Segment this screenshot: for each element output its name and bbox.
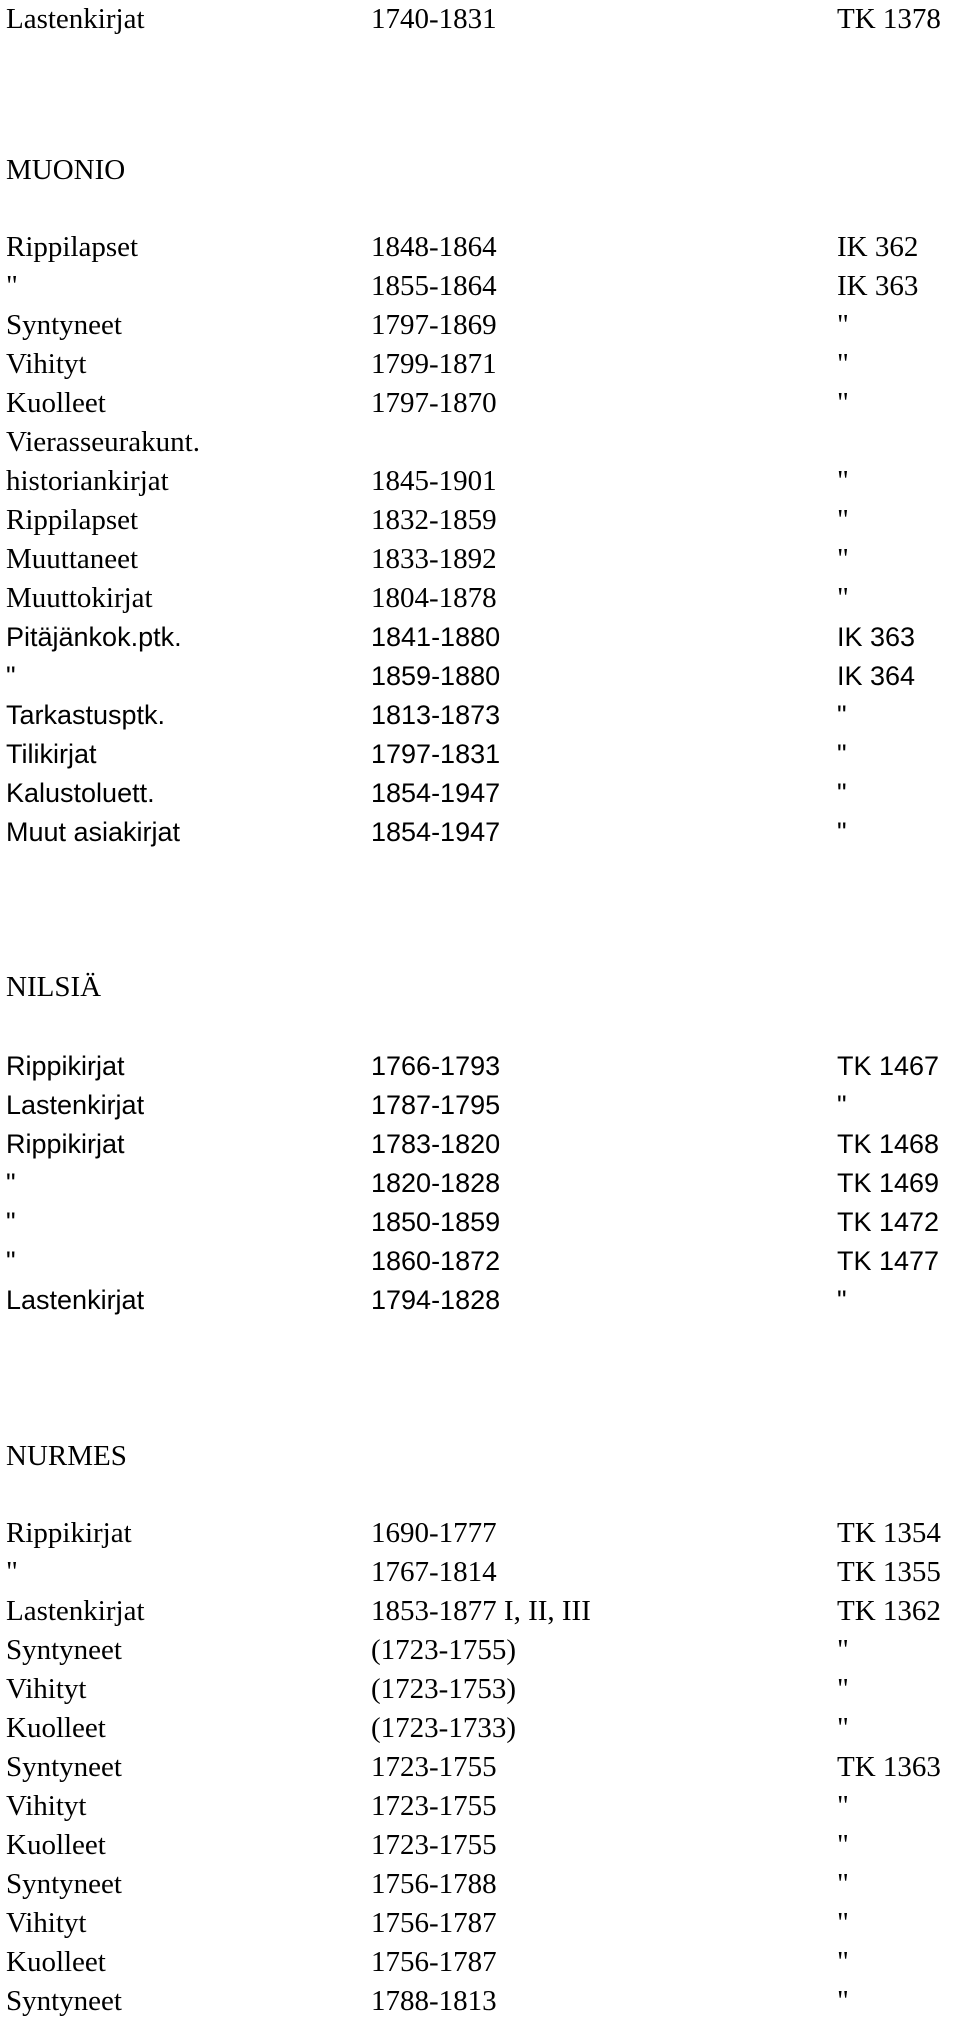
record-title: Rippilapset [6, 504, 139, 536]
record-years: 1833-1892 [371, 543, 497, 575]
record-title: " [6, 270, 18, 302]
record-title: Kuolleet [6, 1946, 106, 1978]
record-years: 1860-1872 [371, 1246, 501, 1276]
record-years: 1794-1828 [371, 1285, 501, 1315]
record-row [0, 462, 960, 500]
record-title: Lastenkirjat [6, 1090, 145, 1120]
record-title: Syntyneet [6, 1985, 122, 2017]
record-years: 1799-1871 [371, 348, 497, 380]
record-title: Vihityt [6, 1673, 87, 1705]
record-title: Muuttaneet [6, 543, 139, 575]
record-row [0, 1709, 960, 1747]
record-years: 1723-1755 [371, 1829, 497, 1861]
record-archive-code: " [837, 309, 849, 341]
record-archive-code: " [837, 1829, 849, 1861]
record-years: 1845-1901 [371, 465, 497, 497]
record-row [0, 579, 960, 617]
record-row [0, 1904, 960, 1942]
record-archive-code: " [837, 465, 849, 497]
record-archive-code: " [837, 348, 849, 380]
record-title: Rippilapset [6, 231, 139, 263]
record-title: Tilikirjat [6, 739, 97, 769]
record-archive-code: " [837, 1985, 849, 2017]
record-archive-code: TK 1467 [837, 1051, 940, 1081]
record-row [0, 1281, 960, 1319]
record-years: 1788-1813 [371, 1985, 497, 2017]
record-archive-code: TK 1477 [837, 1246, 940, 1276]
record-archive-code: IK 362 [837, 231, 919, 263]
record-years: 1832-1859 [371, 504, 497, 536]
record-title: Kalustoluett. [6, 778, 155, 808]
record-row [0, 1047, 960, 1085]
record-title: Rippikirjat [6, 1517, 132, 1549]
record-archive-code: " [837, 1285, 847, 1315]
record-years: 1787-1795 [371, 1090, 501, 1120]
record-row [0, 1164, 960, 1202]
record-row [0, 1787, 960, 1825]
record-archive-code: IK 363 [837, 270, 919, 302]
record-title: Vihityt [6, 1907, 87, 1939]
record-row [0, 501, 960, 539]
record-title: " [6, 1246, 16, 1276]
record-archive-code: " [837, 1946, 849, 1978]
record-title: Lastenkirjat [6, 3, 145, 35]
record-title: Syntyneet [6, 1868, 122, 1900]
record-archive-code: " [837, 387, 849, 419]
record-title: Tarkastusptk. [6, 700, 166, 730]
record-archive-code: TK 1354 [837, 1517, 941, 1549]
record-years: 1797-1870 [371, 387, 497, 419]
record-title: Kuolleet [6, 387, 106, 419]
record-archive-code: " [837, 778, 847, 808]
record-title: Pitäjänkok.ptk. [6, 622, 182, 652]
record-row [0, 618, 960, 656]
record-row [0, 1943, 960, 1981]
record-title: Rippikirjat [6, 1051, 125, 1081]
record-title: Syntyneet [6, 1634, 122, 1666]
record-title: Rippikirjat [6, 1129, 125, 1159]
record-years: (1723-1753) [371, 1673, 516, 1705]
record-years: 1850-1859 [371, 1207, 501, 1237]
record-title: Lastenkirjat [6, 1285, 145, 1315]
record-title: historiankirjat [6, 465, 169, 497]
record-title: Lastenkirjat [6, 1595, 145, 1627]
record-archive-code: " [837, 543, 849, 575]
record-title: Vihityt [6, 348, 87, 380]
record-row [0, 423, 960, 461]
record-years: 1783-1820 [371, 1129, 501, 1159]
record-archive-code: TK 1469 [837, 1168, 940, 1198]
record-archive-code: IK 363 [837, 622, 916, 652]
record-row [0, 1670, 960, 1708]
record-row [0, 696, 960, 734]
record-row [0, 0, 960, 38]
record-archive-code: " [837, 1712, 849, 1744]
record-row [0, 1748, 960, 1786]
record-row [0, 1826, 960, 1864]
record-row [0, 1203, 960, 1241]
record-years: 1767-1814 [371, 1556, 497, 1588]
record-row [0, 384, 960, 422]
record-title: " [6, 1556, 18, 1588]
record-years: 1723-1755 [371, 1751, 497, 1783]
record-row [0, 1553, 960, 1591]
record-archive-code: TK 1362 [837, 1595, 941, 1627]
record-archive-code: " [837, 817, 847, 847]
record-row [0, 1982, 960, 2020]
record-archive-code: IK 364 [837, 661, 916, 691]
record-archive-code: " [837, 1868, 849, 1900]
record-years: 1854-1947 [371, 778, 501, 808]
record-years: 1756-1787 [371, 1946, 497, 1978]
record-archive-code: TK 1468 [837, 1129, 940, 1159]
record-years: (1723-1733) [371, 1712, 516, 1744]
record-title: " [6, 1207, 16, 1237]
record-years: 1690-1777 [371, 1517, 497, 1549]
record-archive-code: " [837, 504, 849, 536]
record-row [0, 1086, 960, 1124]
record-archive-code: " [837, 1907, 849, 1939]
record-archive-code: " [837, 1790, 849, 1822]
record-title: Syntyneet [6, 1751, 122, 1783]
record-row [0, 540, 960, 578]
record-row [0, 306, 960, 344]
record-title: Muuttokirjat [6, 582, 153, 614]
record-years: 1797-1831 [371, 739, 501, 769]
record-row [0, 1514, 960, 1552]
record-years: 1766-1793 [371, 1051, 501, 1081]
record-years: 1797-1869 [371, 309, 497, 341]
record-archive-code: TK 1363 [837, 1751, 941, 1783]
record-years: 1756-1787 [371, 1907, 497, 1939]
section-heading-muonio: MUONIO [6, 154, 126, 186]
record-row [0, 1125, 960, 1163]
record-row [0, 345, 960, 383]
record-archive-code: " [837, 700, 847, 730]
record-row [0, 228, 960, 266]
record-row [0, 1592, 960, 1630]
record-years: 1813-1873 [371, 700, 501, 730]
record-title: Muut asiakirjat [6, 817, 181, 847]
record-archive-code: TK 1355 [837, 1556, 941, 1588]
record-title: Kuolleet [6, 1829, 106, 1861]
record-title: Kuolleet [6, 1712, 106, 1744]
record-title: Vierasseurakunt. [6, 426, 200, 458]
record-row [0, 735, 960, 773]
record-row [0, 1631, 960, 1669]
record-archive-code: TK 1378 [837, 3, 941, 35]
record-row [0, 774, 960, 812]
record-years: 1859-1880 [371, 661, 501, 691]
record-row [0, 657, 960, 695]
record-title: Syntyneet [6, 309, 122, 341]
record-archive-code: TK 1472 [837, 1207, 940, 1237]
record-row [0, 1242, 960, 1280]
record-archive-code: " [837, 1634, 849, 1666]
record-years: 1723-1755 [371, 1790, 497, 1822]
record-years: 1740-1831 [371, 3, 497, 35]
record-row [0, 1865, 960, 1903]
record-archive-code: " [837, 1673, 849, 1705]
record-archive-code: " [837, 1090, 847, 1120]
section-heading-nilsia: NILSIÄ [6, 971, 102, 1003]
record-years: (1723-1755) [371, 1634, 516, 1666]
record-years: 1820-1828 [371, 1168, 501, 1198]
record-years: 1855-1864 [371, 270, 497, 302]
record-years: 1853-1877 I, II, III [371, 1595, 591, 1627]
record-years: 1848-1864 [371, 231, 497, 263]
record-years: 1854-1947 [371, 817, 501, 847]
record-archive-code: " [837, 739, 847, 769]
section-heading-nurmes: NURMES [6, 1440, 127, 1472]
record-title: " [6, 1168, 16, 1198]
record-archive-code: " [837, 582, 849, 614]
record-years: 1841-1880 [371, 622, 501, 652]
record-years: 1804-1878 [371, 582, 497, 614]
record-years: 1756-1788 [371, 1868, 497, 1900]
record-title: Vihityt [6, 1790, 87, 1822]
record-row [0, 813, 960, 851]
record-title: " [6, 661, 16, 691]
record-row [0, 267, 960, 305]
